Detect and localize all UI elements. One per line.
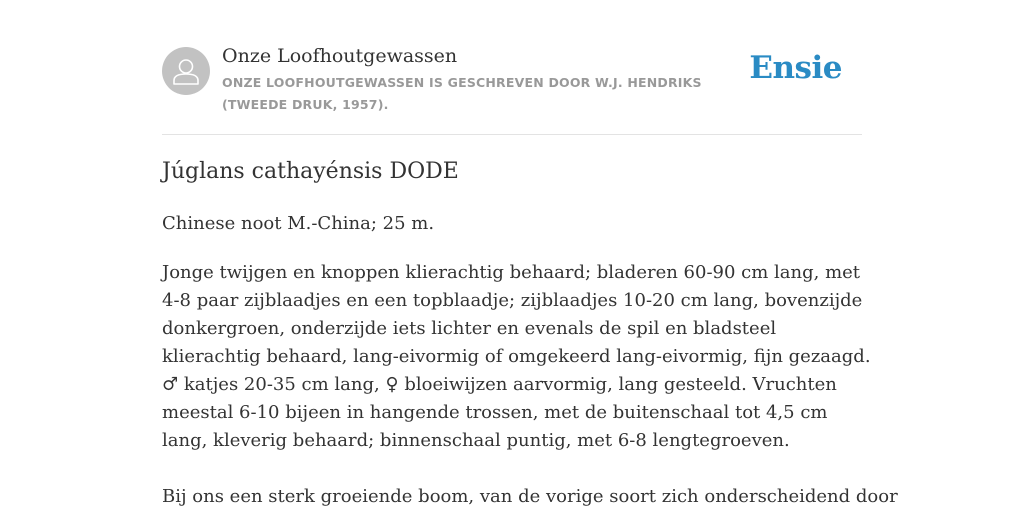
entry-paragraph: Bij ons een sterk groeiende boom, van de vorige soort zich onderscheidend door <box>162 486 898 507</box>
author-description: ONZE LOOFHOUTGEWASSEN IS GESCHREVEN DOOR W.J. HENDRIKS (TWEEDE DRUK, 1957). <box>222 75 702 112</box>
entry-subtitle: Chinese noot M.-China; 25 m. <box>162 213 435 234</box>
page-container <box>162 0 898 507</box>
author-header <box>162 0 862 135</box>
entry-paragraph: Jonge twijgen en knoppen klierachtig behaard; bladeren 60-90 cm lang, met 4-8 paar zijblaadjes en een topblaadje; zijblaadjes 10-20 cm lang, bovenzijde donkergroen, onderzijde iets lichter en evenals de spil en bladsteel klierachtig behaard, lang-eivormig of omgekeerd lang-eivormig, fijn gezaagd. ♂ katjes 20-35 cm lang, ♀ bloeiwijzen aarvormig, lang gesteeld. Vruchten meestal 6-10 bijeen in hangende trossen, met de buitenschaal tot 4,5 cm lang, kleverig behaard; binnenschaal puntig, met 6-8 lengtegroeven. <box>162 262 871 451</box>
author-name[interactable]: Onze Loofhoutgewassen <box>222 45 458 67</box>
ensie-logo-link[interactable]: Ensie <box>749 50 842 86</box>
user-icon <box>162 47 210 95</box>
entry-title: Júglans cathayénsis DODE <box>162 159 459 184</box>
author-avatar[interactable] <box>162 47 210 95</box>
